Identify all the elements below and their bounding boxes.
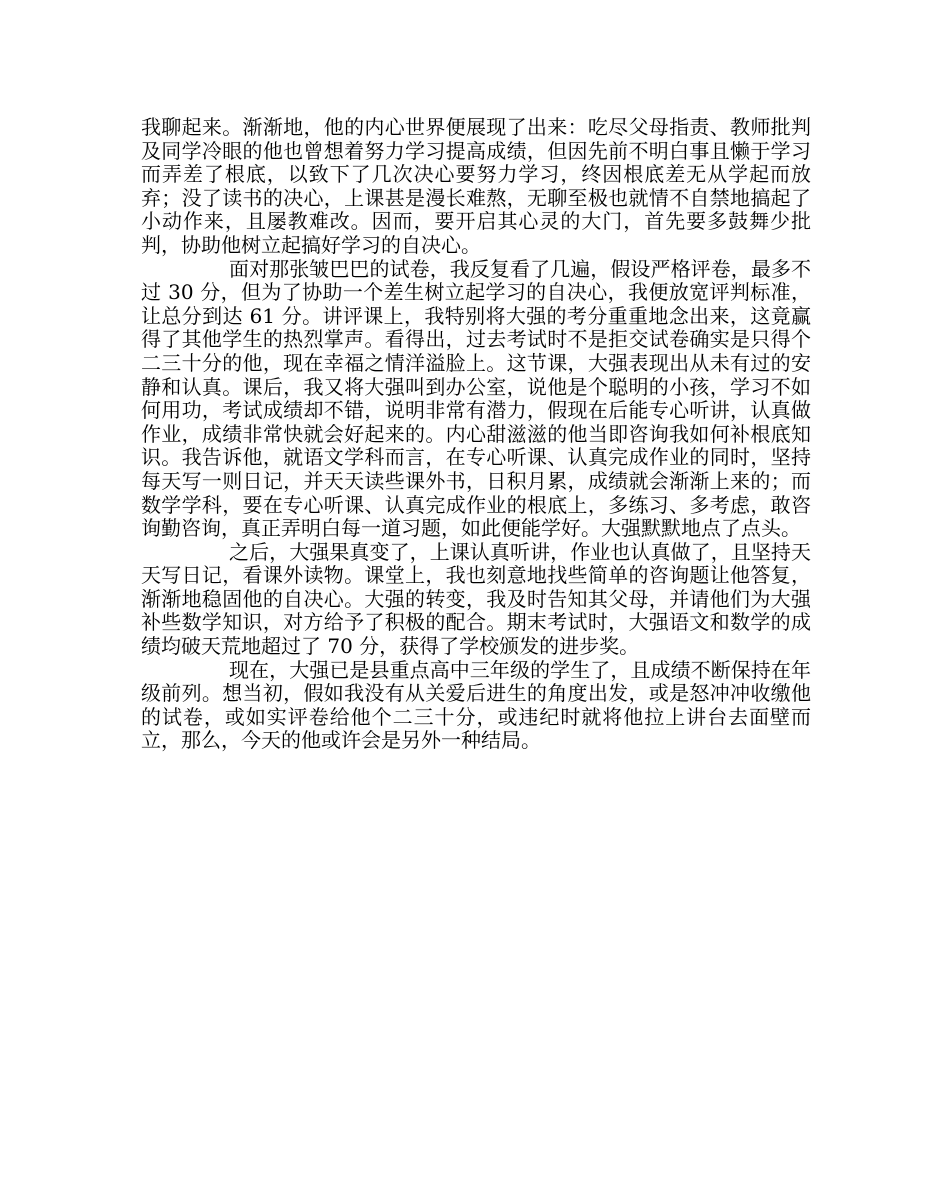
paragraph-3: 之后，大强果真变了，上课认真听讲，作业也认真做了，且坚持天天写日记，看课外读物。课堂上，我也刻意地找些简单的咨询题让他答复，渐渐地稳固他的自决心。大强的转变，我及时告知其父母，并请他们为大强补些数学知识，对方给予了积极的配合。期末考试时，大强语文和数学的成绩均破天荒地超过了 70 分，获得了学校颁发的进步奖。 [141,539,811,659]
paragraph-4: 现在，大强已是县重点高中三年级的学生了，且成绩不断保持在年级前列。想当初，假如我没有从关爱后进生的角度出发，或是怒冲冲收缴他的试卷，或如实评卷给他个二三十分，或违纪时就将他拉上讲台去面壁而立，那么，今天的他或许会是另外一种结局。 [141,657,811,753]
paragraph-2: 面对那张皱巴巴的试卷，我反复看了几遍，假设严格评卷，最多不过 30 分，但为了协助一个差生树立起学习的自决心，我便放宽评判标准，让总分到达 61 分。讲评课上，我特别将大强的考分重重地念出来，这竟赢得了其他学生的热烈掌声。看得出，过去考试时不是拒交试卷确实是只得个二三十分的他，现在幸福之情洋溢脸上。这节课，大强表现出从未有过的安静和认真。课后，我又将大强叫到办公室，说他是个聪明的小孩，学习不如何用功，考试成绩却不错，说明非常有潜力，假现在后能专心听讲，认真做作业，成绩非常快就会好起来的。内心甜滋滋的他当即咨询我如何补根底知识。我告诉他，就语文学科而言，在专心听课、认真完成作业的同时，坚持每天写一则日记，并天天读些课外书，日积月累，成绩就会渐渐上来的；而数学学科，要在专心听课、认真完成作业的根底上，多练习、多考虑，敢咨询勤咨询，真正弄明白每一道习题，如此便能学好。大强默默地点了点头。 [141,256,811,541]
paragraph-1: 我聊起来。渐渐地，他的内心世界便展现了出来：吃尽父母指责、教师批判及同学冷眼的他也曾想着努力学习提高成绩，但因先前不明白事且懒于学习而弄差了根底，以致下了几次决心要努力学习，终因根底差无从学起而放弃；没了读书的决心，上课甚是漫长难熬，无聊至极也就情不自禁地搞起了小动作来，且屡教难改。因而，要开启其心灵的大门，首先要多鼓舞少批判，协助他树立起搞好学习的自决心。 [141,115,811,257]
article-body [141,116,811,753]
